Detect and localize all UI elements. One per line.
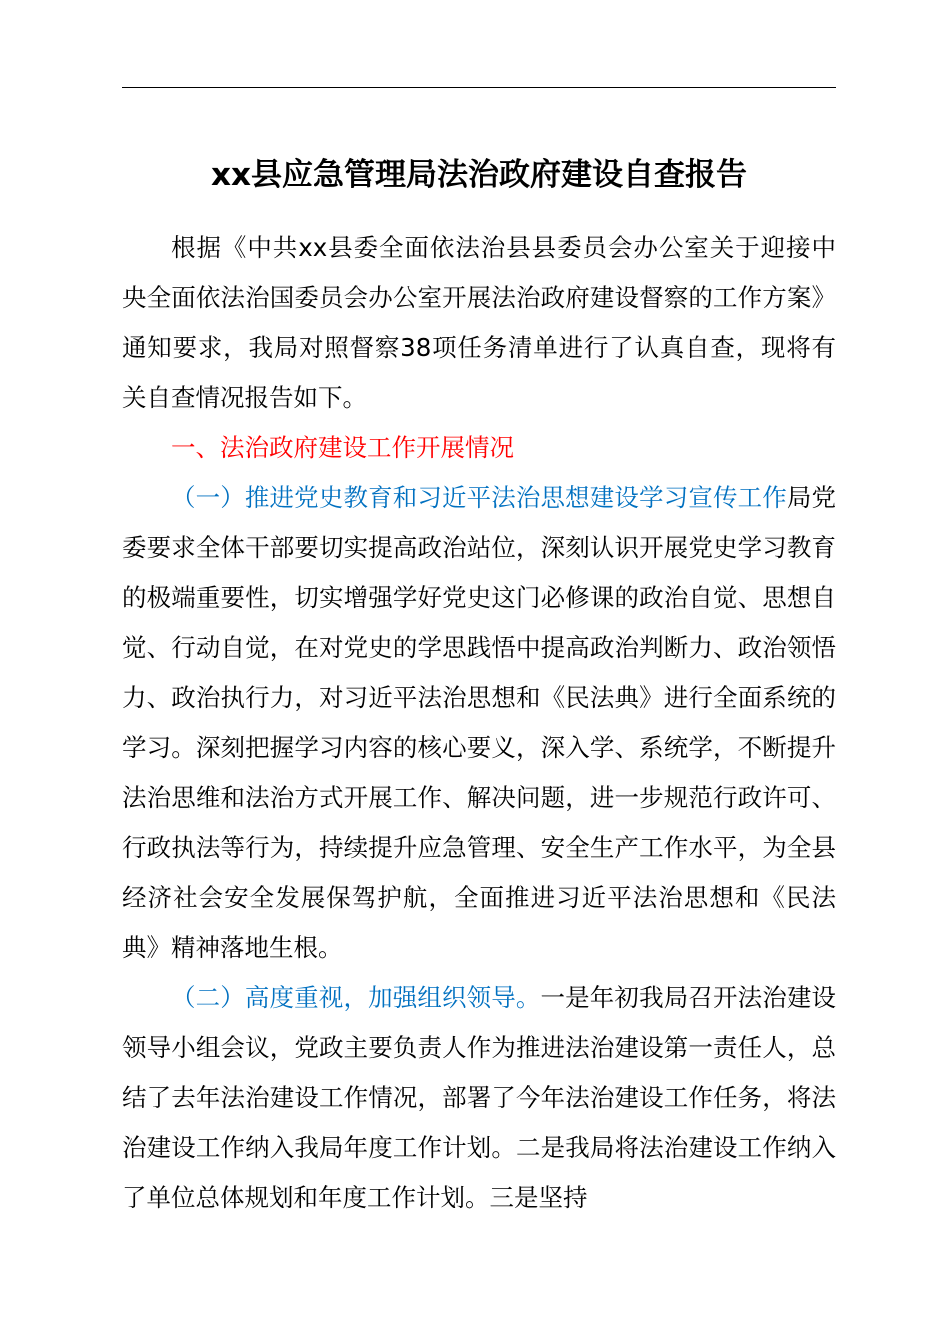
- section-heading-1: 一、法治政府建设工作开展情况: [171, 433, 514, 462]
- header-rule: [122, 87, 836, 88]
- subsection-paragraph-2: [122, 973, 836, 1223]
- intro-paragraph: 根据《中共xx县委全面依法治县县委员会办公室关于迎接中央全面依法治国委员会办公室开展法治政府建设督察的工作方案》通知要求，我局对照督察38项任务清单进行了认真自查，现将有关自查情况报告如下。: [122, 233, 836, 412]
- subsection-paragraph-1: [122, 473, 836, 973]
- document-body: [122, 223, 836, 1223]
- subsection-heading-2: （二）高度重视，加强组织领导。: [171, 983, 541, 1012]
- subsection-heading-1: （一）推进党史教育和习近平法治思想建设学习宣传工作: [171, 483, 787, 512]
- subsection-body-2: 一是年初我局召开法治建设领导小组会议，党政主要负责人作为推进法治建设第一责任人，总结了去年法治建设工作情况，部署了今年法治建设工作任务，将法治建设工作纳入我局年度工作计划。二是我局将法治建设工作纳入了单位总体规划和年度工作计划。三是坚持: [122, 983, 837, 1212]
- subsection-body-1: 局党委要求全体干部要切实提高政治站位，深刻认识开展党史学习教育的极端重要性，切实增强学好党史这门必修课的政治自觉、思想自觉、行动自觉，在对党史的学思践悟中提高政治判断力、政治领悟力、政治执行力，对习近平法治思想和《民法典》进行全面系统的学习。深刻把握学习内容的核心要义，深入学、系统学，不断提升法治思维和法治方式开展工作、解决问题，进一步规范行政许可、行政执法等行为，持续提升应急管理、安全生产工作水平，为全县经济社会安全发展保驾护航，全面推进习近平法治思想和《民法典》精神落地生根。: [122, 483, 837, 962]
- document-title: xx县应急管理局法治政府建设自查报告: [211, 157, 747, 193]
